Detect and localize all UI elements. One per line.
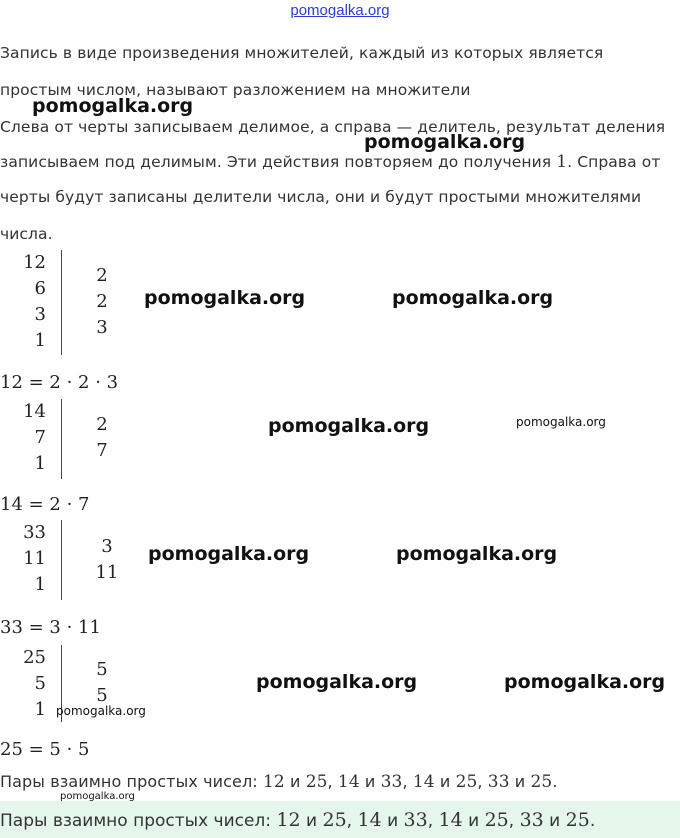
- divisor: 2: [96, 291, 108, 312]
- dividend: 7: [34, 427, 46, 448]
- factorization-result: 12 = 2 · 2 · 3: [0, 372, 119, 393]
- watermark: pomogalka.org: [56, 704, 146, 718]
- pair-number: 12: [262, 772, 285, 792]
- division-line: [61, 520, 62, 600]
- answer-and: и: [462, 811, 485, 831]
- answer-number: 25: [322, 809, 347, 831]
- answer-number: 12: [276, 809, 301, 831]
- pair-number: 25: [305, 772, 328, 792]
- pair-number: 25: [530, 772, 553, 792]
- pair-end: .: [552, 772, 558, 791]
- dividend: 1: [34, 330, 46, 351]
- site-link[interactable]: pomogalka.org: [290, 2, 390, 19]
- pair-number: 14: [337, 772, 360, 792]
- answer-and: и: [543, 811, 566, 831]
- intro-line-1: Запись в виде произведения множителей, каждый из которых является: [0, 44, 604, 62]
- pair-and: и: [359, 772, 381, 791]
- dividend: 5: [34, 673, 46, 694]
- answer-text: [0, 809, 595, 831]
- divisor: 7: [96, 440, 108, 461]
- watermark: pomogalka.org: [392, 287, 554, 309]
- factorization-result: 25 = 5 · 5: [0, 739, 90, 760]
- intro-line-2: простым числом, называют разложением на множители: [0, 81, 471, 99]
- answer-sep: ,: [508, 811, 520, 831]
- divisor: 5: [96, 685, 108, 706]
- divisor: 2: [96, 414, 108, 435]
- answer-and: и: [300, 811, 323, 831]
- pair-number: 25: [455, 772, 478, 792]
- pair-sep: ,: [477, 772, 488, 791]
- pairs-label: Пары взаимно простых чисел:: [0, 772, 263, 791]
- answer-sep: ,: [427, 811, 439, 831]
- pair-number: 33: [380, 772, 403, 792]
- answer-number: 25: [565, 809, 590, 831]
- pairs-statement: [0, 772, 558, 792]
- watermark: pomogalka.org: [148, 543, 310, 565]
- factorization-result: 14 = 2 · 7: [0, 494, 90, 515]
- dividend: 33: [23, 522, 46, 543]
- answer-label: Пары взаимно простых чисел:: [0, 811, 277, 831]
- answer-sep: ,: [346, 811, 358, 831]
- dividend: 6: [34, 278, 46, 299]
- answer-number: 33: [519, 809, 544, 831]
- intro-line-4-c: . Справа от: [567, 153, 661, 171]
- watermark: pomogalka.org: [516, 415, 606, 429]
- pair-number: 33: [487, 772, 510, 792]
- intro-line-5: черты будут записаны делители числа, они и будут простыми множителями: [0, 188, 642, 206]
- dividend: 12: [23, 252, 46, 273]
- watermark: pomogalka.org: [268, 415, 430, 437]
- answer-number: 14: [438, 809, 463, 831]
- intro-line-4: [0, 152, 660, 172]
- pair-number: 14: [412, 772, 435, 792]
- division-line: [61, 250, 62, 355]
- pair-and: и: [509, 772, 531, 791]
- divisor: 5: [96, 659, 108, 680]
- divisor: 3: [96, 317, 108, 338]
- watermark: pomogalka.org: [364, 131, 526, 153]
- divisor: 11: [95, 562, 119, 583]
- dividend: 14: [23, 401, 46, 422]
- watermark: pomogalka.org: [256, 671, 418, 693]
- dividend: 11: [23, 548, 46, 569]
- watermark: pomogalka.org: [396, 543, 558, 565]
- pair-sep: ,: [327, 772, 338, 791]
- divisor: 2: [96, 265, 108, 286]
- pair-and: и: [434, 772, 456, 791]
- intro-line-3: Слева от черты записываем делимое, а справа — делитель, результат деления: [0, 118, 666, 136]
- pair-sep: ,: [402, 772, 413, 791]
- dividend: 1: [34, 574, 46, 595]
- answer-number: 33: [403, 809, 428, 831]
- division-line: [61, 399, 62, 479]
- answer-end: .: [589, 811, 596, 831]
- watermark: pomogalka.org: [144, 287, 306, 309]
- divisor: 3: [101, 536, 113, 557]
- dividend: 3: [34, 304, 46, 325]
- pair-and: и: [284, 772, 306, 791]
- watermark: pomogalka.org: [504, 671, 666, 693]
- answer-and: и: [381, 811, 404, 831]
- intro-line-4-number: 1: [556, 152, 568, 172]
- factorization-result: 33 = 3 · 11: [0, 617, 101, 638]
- dividend: 1: [34, 699, 46, 720]
- dividend: 1: [34, 453, 46, 474]
- watermark: pomogalka.org: [60, 791, 135, 802]
- dividend: 25: [23, 647, 46, 668]
- intro-line-6: числа.: [0, 225, 53, 243]
- intro-line-4-a: записываем под делимым. Эти действия повторяем до получения: [0, 153, 557, 171]
- answer-number: 14: [357, 809, 382, 831]
- watermark: pomogalka.org: [32, 95, 194, 117]
- answer-number: 25: [484, 809, 509, 831]
